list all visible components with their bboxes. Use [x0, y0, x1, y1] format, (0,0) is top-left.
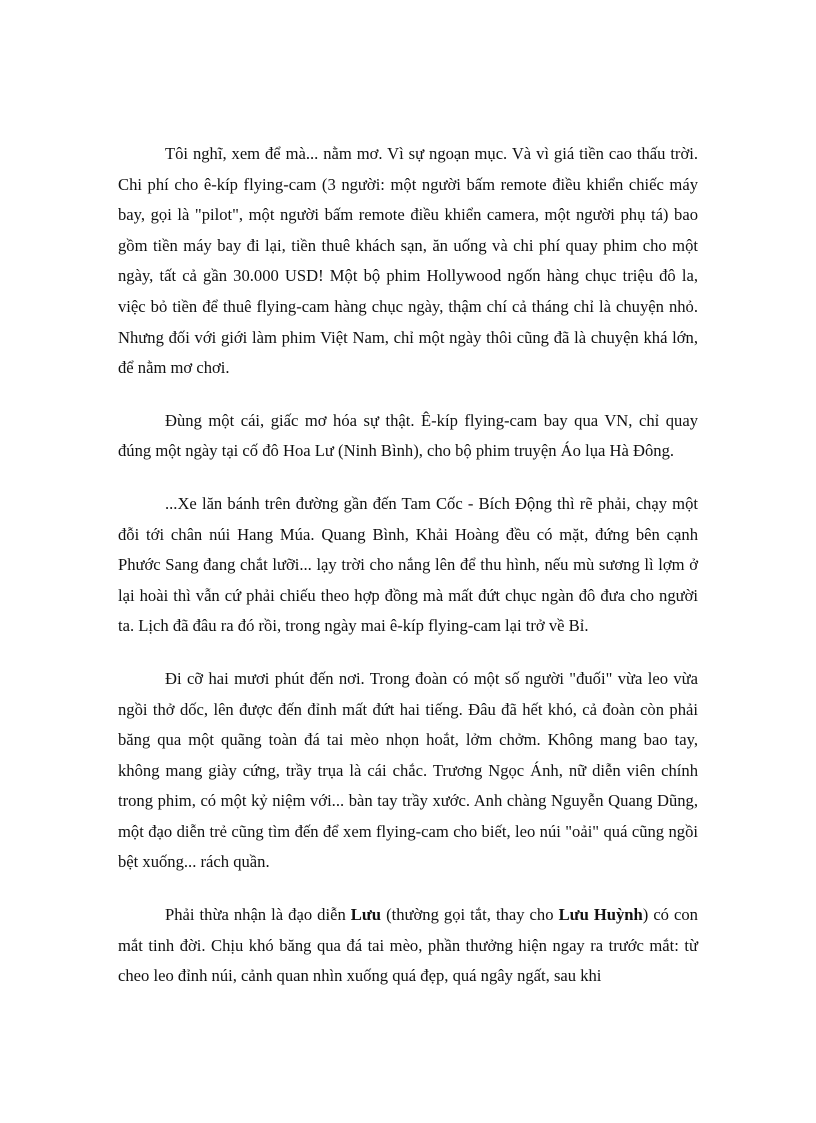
- paragraph-text: Đùng một cái, giấc mơ hóa sự thật. Ê-kíp flying-cam bay qua VN, chỉ quay đúng một ngày tại cố đô Hoa Lư (Ninh Bình), cho bộ phim truyện Áo lụa Hà Đông.: [118, 410, 698, 461]
- paragraph-text: (thường gọi tắt, thay cho: [381, 905, 559, 925]
- paragraph-2: [118, 406, 698, 467]
- paragraph-1: [118, 139, 698, 384]
- paragraph-5: [118, 900, 698, 992]
- paragraph-text: Tôi nghĩ, xem để mà... nằm mơ. Vì sự ngoạn mục. Và vì giá tiền cao thấu trời. Chi phí cho ê-kíp flying-cam (3 người: một người bấm remote điều khiển chiếc máy bay, gọi là "pilot", một người bấm remote điều khiển camera, một người phụ tá) bao gồm tiền máy bay đi lại, tiền thuê khách sạn, ăn uống và chi phí quay phim cho một ngày, tất cả gần 30.000 USD! Một bộ phim Hollywood ngốn hàng chục triệu đô la, việc bỏ tiền để thuê flying-cam hàng chục ngày, thậm chí cả tháng chỉ là chuyện nhỏ. Nhưng đối với giới làm phim Việt Nam, chỉ một ngày thôi cũng đã là chuyện khá lớn, để nằm mơ chơi.: [118, 144, 698, 378]
- paragraph-text: Đi cỡ hai mươi phút đến nơi. Trong đoàn có một số người "đuối" vừa leo vừa ngồi thở dốc, lên được đến đỉnh mất đứt hai tiếng. Đâu đã hết khó, cả đoàn còn phải băng qua một quãng toàn đá tai mèo nhọn hoắt, lởm chởm. Không mang bao tay, không mang giày cứng, trầy trụa là cái chắc. Trương Ngọc Ánh, nữ diễn viên chính trong phim, có một kỷ niệm với... bàn tay trầy xước. Anh chàng Nguyễn Quang Dũng, một đạo diễn trẻ cũng tìm đến để xem flying-cam cho biết, leo núi "oải" quá cũng ngồi bệt xuống... rách quần.: [118, 668, 698, 872]
- paragraph-4: [118, 664, 698, 878]
- director-name-short: Lưu: [350, 905, 382, 925]
- paragraph-text: ) có con mắt tinh đời. Chịu khó băng qua đá tai mèo, phần thưởng hiện ngay ra trước mắt: từ cheo leo đỉnh núi, cảnh quan nhìn xuống quá đẹp, quá ngây ngất, sau khi: [118, 905, 698, 986]
- director-name-full: Lưu Huỳnh: [558, 905, 643, 925]
- paragraph-3: [118, 489, 698, 642]
- document-body: [118, 139, 698, 992]
- paragraph-text: ...Xe lăn bánh trên đường gần đến Tam Cốc - Bích Động thì rẽ phải, chạy một đỗi tới chân núi Hang Múa. Quang Bình, Khải Hoàng đều có mặt, đứng bên cạnh Phước Sang đang chắt lưỡi... lạy trời cho nắng lên để thu hình, nếu mù sương lì lợm ở lại hoài thì vẫn cứ phải chiếu theo hợp đồng mà mất đứt chục ngàn đô đưa cho người ta. Lịch đã đâu ra đó rồi, trong ngày mai ê-kíp flying-cam lại trở về Bỉ.: [118, 493, 698, 636]
- paragraph-text: Phải thừa nhận là đạo diễn: [165, 905, 351, 925]
